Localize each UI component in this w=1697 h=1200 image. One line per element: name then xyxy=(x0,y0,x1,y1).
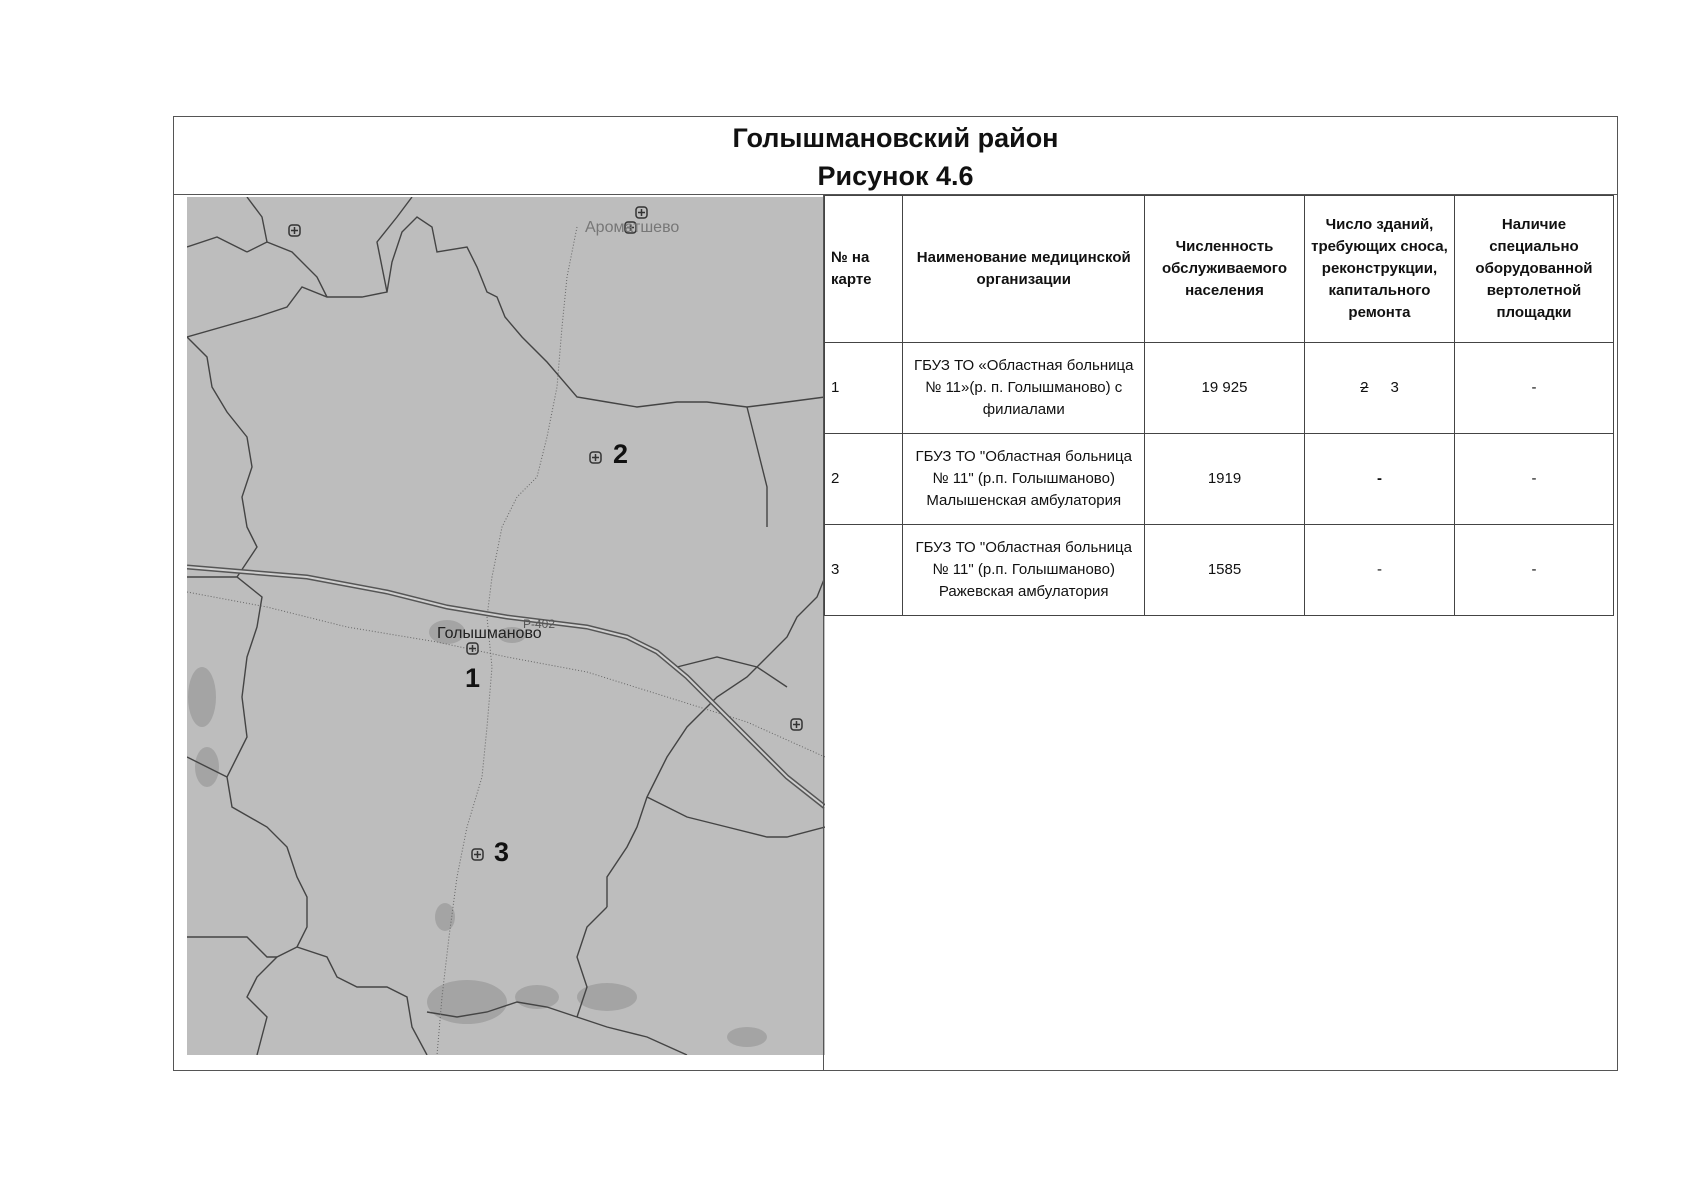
highway-inner xyxy=(187,567,825,807)
row-buildings-struck: 2 xyxy=(1360,379,1369,396)
header-map-number: № на карте xyxy=(825,196,903,343)
figure-caption: Рисунок 4.6 xyxy=(817,161,974,191)
row-helipad: - xyxy=(1454,343,1613,434)
row-population: 1585 xyxy=(1145,525,1305,616)
map-label-road: Р-402 xyxy=(523,617,556,631)
row-number: 3 xyxy=(825,525,903,616)
row-organization: ГБУЗ ТО "Областная больница № 11" (р.п. Голышманово) Ражевская амбулатория xyxy=(903,525,1145,616)
row-buildings xyxy=(1305,525,1455,616)
row-buildings-value: - xyxy=(1376,561,1382,578)
row-buildings xyxy=(1305,434,1455,525)
row-organization: ГБУЗ ТО «Областная больница № 11»(р. п. Голышманово) с филиалами xyxy=(903,343,1145,434)
row-organization: ГБУЗ ТО "Областная больница № 11" (р.п. Голышманово) Малышенская амбулатория xyxy=(903,434,1145,525)
row-helipad: - xyxy=(1454,525,1613,616)
map-label-golyshmanovo: Голышманово xyxy=(437,625,542,642)
row-buildings-value: - xyxy=(1376,470,1382,487)
map-label-north-village: Ароматшево xyxy=(585,219,680,236)
district-title: Голышмановский район xyxy=(732,123,1059,153)
row-buildings xyxy=(1305,343,1455,434)
highway-r402 xyxy=(187,567,825,807)
header-helipad: Наличие специально оборудованной вертолетной площадки xyxy=(1454,196,1613,343)
header-organization-name: Наименование медицинской организации xyxy=(903,196,1145,343)
table-row xyxy=(825,434,1614,525)
map-marker-1: 1 xyxy=(465,663,481,693)
district-map xyxy=(187,197,825,1055)
map-marker-2: 2 xyxy=(613,439,629,469)
row-number: 1 xyxy=(825,343,903,434)
table-row xyxy=(825,525,1614,616)
table-row xyxy=(825,343,1614,434)
figure-frame xyxy=(173,116,1618,1071)
hospital-markers xyxy=(289,207,802,860)
row-population: 19 925 xyxy=(1145,343,1305,434)
header-buildings: Число зданий, требующих сноса, реконструкции, капитального ремонта xyxy=(1305,196,1455,343)
figure-header xyxy=(174,117,1617,195)
header-population: Численность обслуживаемого населения xyxy=(1145,196,1305,343)
row-population: 1919 xyxy=(1145,434,1305,525)
row-helipad: - xyxy=(1454,434,1613,525)
medical-organizations-table xyxy=(824,195,1614,616)
table-header-row xyxy=(825,196,1614,343)
row-buildings-value: 3 xyxy=(1390,379,1399,396)
map-marker-3: 3 xyxy=(494,837,510,867)
row-number: 2 xyxy=(825,434,903,525)
